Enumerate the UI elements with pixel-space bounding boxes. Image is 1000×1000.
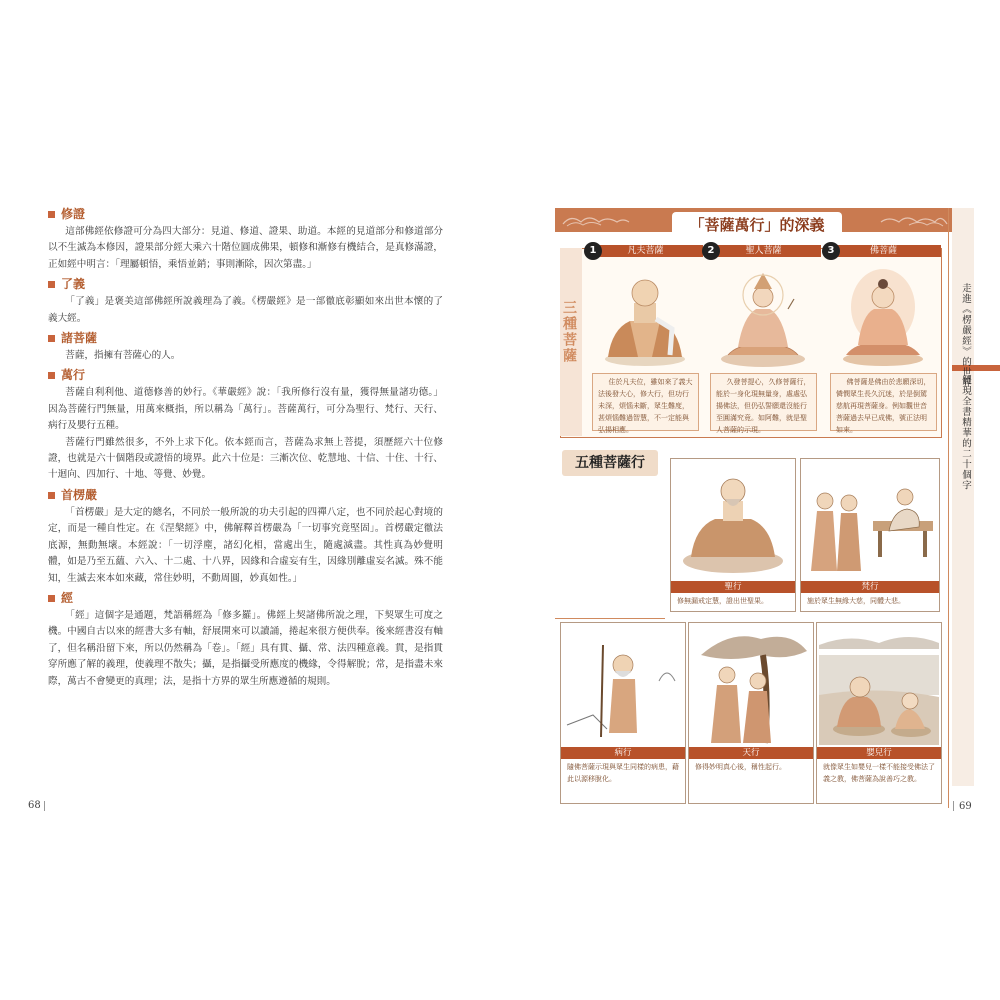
section-liaoyi: [48, 275, 443, 327]
guanyin-illustration: [708, 259, 818, 369]
seated-monk-illustration: [590, 259, 700, 369]
bodhisattva-card-ordinary: [588, 245, 703, 435]
five-practices-label-frame: [555, 478, 665, 619]
cloud-ornament-icon: [561, 212, 631, 228]
cloud-ornament-icon: [879, 212, 949, 228]
card-description: 佛菩薩是佛由於悲願深切，憐憫眾生長久沉迷，於是倒駕慈航再現菩薩身。例如觀世音菩薩過去早已成佛，號正法明如來。: [830, 373, 937, 431]
bullet-square-icon: [48, 372, 55, 379]
section-paragraph: 「了義」是褒美這部佛經所說義理為了義。《楞嚴經》是一部徹底彰顯如來出世本懷的了義大經。: [48, 296, 443, 324]
practice-card-illness: [560, 622, 686, 804]
monk-and-child-illustration: [819, 625, 939, 745]
practice-card-heavenly: [688, 622, 814, 804]
meditating-monk-illustration: [673, 461, 793, 579]
card-number: 2: [702, 242, 720, 260]
card-title: 凡夫菩薩: [588, 245, 703, 257]
bodhisattva-card-sage: [706, 245, 821, 435]
section-wanxing: [48, 366, 443, 483]
card-description: 修無漏戒定慧，證出世聖果。: [677, 597, 768, 605]
bullet-square-icon: [48, 281, 55, 288]
bullet-square-icon: [48, 492, 55, 499]
practice-card-holy: [670, 458, 796, 612]
section-heading: 萬行: [61, 368, 86, 383]
page-number-right: 69: [959, 801, 972, 812]
practice-card-brahma: [800, 458, 940, 612]
card-description: 修得妙明真心後，稱性起行。: [695, 763, 786, 771]
buddha-illustration: [828, 259, 938, 369]
card-description: 施於眾生無緣大慈，同體大悲。: [807, 597, 905, 605]
section-paragraph: 這部佛經依修證可分為四大部分：見道、修道、證果、助道。本經的見道部分和修道部分以不生滅為本修因，證果部分經大乘六十階位圓成佛果，頓修和漸修有機結合，是真修滿證，正如經中明言：「理屬頓悟，乘悟並銷；事則漸除，因次第盡。」: [48, 226, 443, 270]
section-heading: 首楞嚴: [61, 487, 98, 502]
page-number-left: 68: [28, 800, 41, 811]
card-description: 就像眾生如嬰兒一樣不能接受佛法了義之教，佛菩薩為說善巧之教。: [823, 763, 935, 783]
section-heading: 諸菩薩: [61, 331, 98, 346]
card-title: 佛菩薩: [826, 245, 941, 257]
section-title: 體現全書精華的二十個字: [960, 375, 971, 491]
chapter-title: 走進《楞嚴經》的世界: [960, 283, 971, 388]
section-shoulengyan: [48, 486, 443, 587]
section-paragraph: 「經」這個字是通題，梵語稱經為「修多羅」。佛經上契諸佛所說之理，下契眾生可度之機。中國自古以來的經書大多有軸，舒展開來可以讀誦，捲起來很方便供奉。後來經書沒有軸了，但名稱沿留下來，所以仍然稱為「卷」。「經」具有貫、攝、常、法四種意義。貫，是指貫穿所應了解的義理，使義理不散失；攝，是指攝受所應度的機緣，令得解脫；常，是指盡未來際，萬古不會變更的真理；法，是指十方界的眾生所應遵循的規則。: [48, 609, 443, 687]
section-paragraph: 菩薩自利利他、道德修善的妙行。《華嚴經》說：「我所修行沒有量，獲得無量諸功德。」因為菩薩行門無量，用萬來概指，所以稱為「萬行」。菩薩萬行，可分為聖行、梵行、天行、病行及嬰行五種。: [48, 387, 443, 432]
section-paragraph: 菩薩，指擁有菩薩心的人。: [65, 350, 181, 362]
card-title: 梵行: [801, 581, 939, 593]
section-xiuzheng: [48, 205, 443, 273]
section-paragraph: 菩薩行門雖然很多，不外上求下化。依本經而言，菩薩為求無上菩提，須歷經六十位修證，也就是六十個階段或證悟的境界。此六十位是：三漸次位、乾慧地、十信、十住、十行、十迴向、四加行、十地、等覺、妙覺。: [48, 436, 443, 481]
bullet-square-icon: [48, 335, 55, 342]
section-jing: [48, 589, 443, 690]
bullet-square-icon: [48, 595, 55, 602]
practice-card-infant: [816, 622, 942, 804]
card-title: 病行: [561, 747, 685, 759]
card-title: 聖行: [671, 581, 795, 593]
card-title: 嬰兒行: [817, 747, 941, 759]
section-zhupusa: [48, 329, 443, 364]
sidebar-divider: [948, 208, 949, 808]
page-title: 「菩薩萬行」的深義: [689, 216, 825, 234]
monks-and-scholar-illustration: [803, 461, 937, 579]
section-paragraph: 「首楞嚴」是大定的總名，不同於一般所說的功夫引起的四禪八定，也不同於起心對境的定，而是一種自性定。在《涅槃經》中，佛解釋首楞嚴為「一切事究竟堅固」。首楞嚴定徹法底源，無動無壞。本經說：「一切浮塵，諸幻化相，當處出生，隨處滅盡。其性真為妙覺明體，如是乃至五蘊、六入、十二處、十八界，因緣和合虛妄有生，因緣別離虛妄名滅。殊不能知，生滅去來本如來藏，常住妙明，不動周圓，妙真如性。」: [48, 506, 443, 584]
five-practices-label: 五種菩薩行: [562, 450, 658, 476]
card-title: 天行: [689, 747, 813, 759]
card-number: 1: [584, 242, 602, 260]
old-man-with-staff-illustration: [563, 625, 683, 745]
page-number-divider: [44, 801, 45, 811]
card-number: 3: [822, 242, 840, 260]
three-bodhisattvas-label: 三種菩薩: [561, 300, 577, 364]
page-number-divider: [953, 801, 954, 811]
bullet-square-icon: [48, 211, 55, 218]
card-title: 聖人菩薩: [706, 245, 821, 257]
section-heading: 修證: [61, 207, 86, 221]
monks-under-tree-illustration: [691, 625, 811, 745]
left-page-body: [48, 205, 443, 692]
card-description: 隨佛菩薩示現與眾生同樣的病患，藉此以源移脫化。: [567, 763, 679, 783]
card-description: 住於凡夫位，雖如來了義大法後發大心，修大行，但功行未深，煩惱未斷，眾生難度，甚煩惱難過智慧，不一定能與弘揚相應。: [592, 373, 699, 431]
section-heading: 了義: [61, 277, 86, 292]
section-heading: 經: [61, 590, 74, 605]
bodhisattva-card-buddha: [826, 245, 941, 435]
card-description: 久發菩提心，久修菩薩行，能於一身化現無量身，處處弘揚佛法，但仍弘誓願還沒能行至圓滿究竟。如阿難，就是聖人菩薩的示現。: [710, 373, 817, 431]
